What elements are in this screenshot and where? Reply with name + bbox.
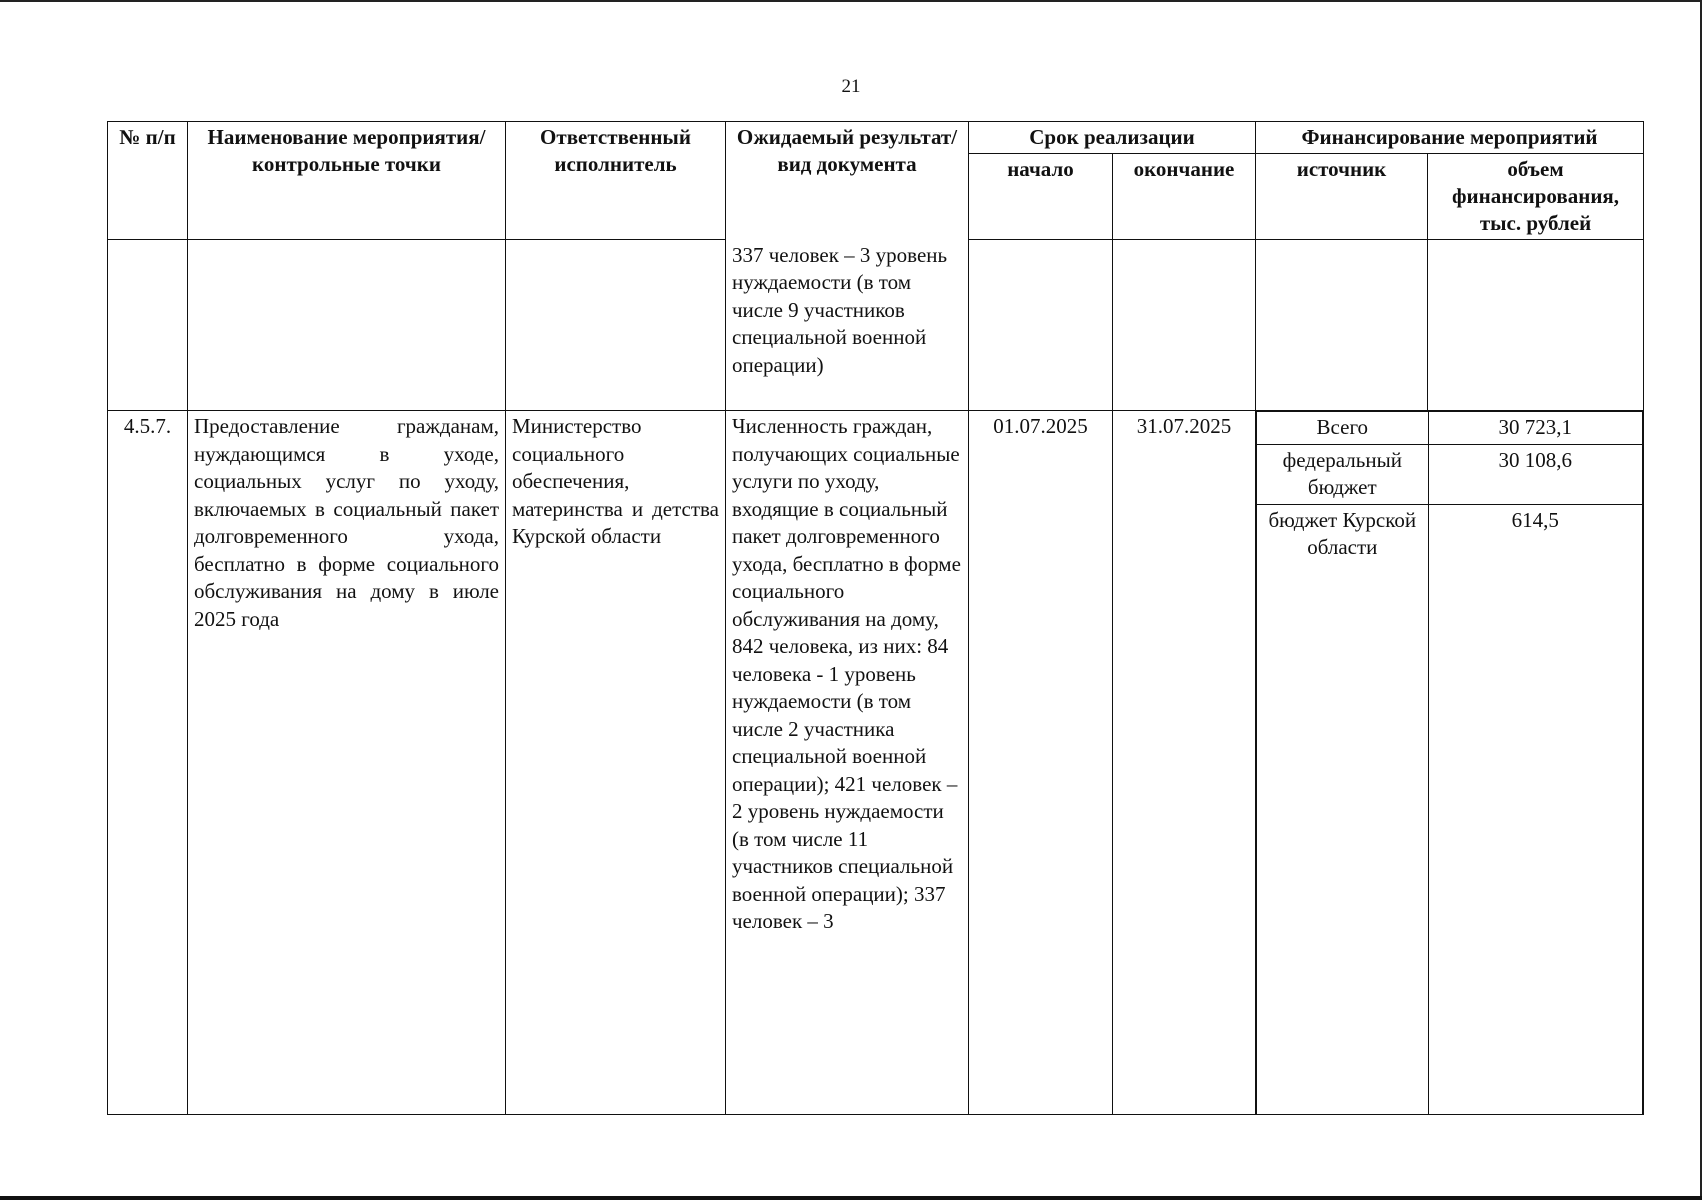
continuation-executor (506, 240, 726, 411)
continuation-num (108, 240, 188, 411)
row-financing (1256, 411, 1644, 1115)
header-row-1 (108, 122, 1644, 154)
continuation-amount (1428, 240, 1644, 411)
financing-source-total: Всего (1257, 412, 1429, 445)
header-fin-source: источник (1256, 154, 1428, 240)
measures-table (107, 121, 1644, 1115)
financing-amount-total: 30 723,1 (1428, 412, 1642, 445)
header-executor: Ответственный исполнитель (506, 122, 726, 240)
financing-row-total (1257, 412, 1643, 445)
continuation-name (188, 240, 506, 411)
continuation-row (108, 240, 1644, 411)
financing-amount-federal: 30 108,6 (1428, 444, 1642, 504)
header-period: Срок реализации (969, 122, 1256, 154)
scan-edge-bottom (0, 1196, 1702, 1200)
table-row (108, 411, 1644, 1115)
header-name: Наименование мероприятия/контрольные точки (188, 122, 506, 240)
header-fin-volume: объем финансирования, тыс. рублей (1428, 154, 1644, 240)
scan-edge-top (0, 0, 1702, 2)
financing-source-regional: бюджет Курской области (1257, 504, 1429, 1114)
financing-subtable (1256, 411, 1643, 1114)
page-number: 21 (841, 76, 861, 97)
header-period-start: начало (969, 154, 1113, 240)
header-num: № п/п (108, 122, 188, 240)
financing-amount-regional: 614,5 (1428, 504, 1642, 1114)
row-start: 01.07.2025 (969, 411, 1113, 1115)
header-financing: Финансирование мероприятий (1256, 122, 1644, 154)
header-period-end: окончание (1113, 154, 1256, 240)
continuation-source (1256, 240, 1428, 411)
row-end: 31.07.2025 (1113, 411, 1256, 1115)
continuation-end (1113, 240, 1256, 411)
row-executor: Министерство социального обеспечения, материнства и детства Курской области (506, 411, 726, 1115)
financing-row-regional (1257, 504, 1643, 1114)
row-name: Предоставление гражданам, нуждающимся в уходе, социальных услуг по уходу, включаемых в социальный пакет долговременного ухода, бесплатно в форме социального обслуживания на дому в июле 2025 года (188, 411, 506, 1115)
financing-row-federal (1257, 444, 1643, 504)
continuation-start (969, 240, 1113, 411)
row-num: 4.5.7. (108, 411, 188, 1115)
continuation-result: 337 человек – 3 уровень нуждаемости (в том числе 9 участников специальной военной операции) (726, 240, 969, 411)
header-result: Ожидаемый результат/вид документа (726, 122, 969, 240)
row-result: Численность граждан, получающих социальные услуги по уходу, входящие в социальный пакет долговременного ухода, бесплатно в форме социального обслуживания на дому, 842 человека, из них: 84 человека - 1 уровень нуждаемости (в том числе 2 участника специальной военной операции); 421 человек – 2 уровень нуждаемости (в том числе 11 участников специальной военной операции); 337 человек – 3 (726, 411, 969, 1115)
financing-source-federal: федеральный бюджет (1257, 444, 1429, 504)
